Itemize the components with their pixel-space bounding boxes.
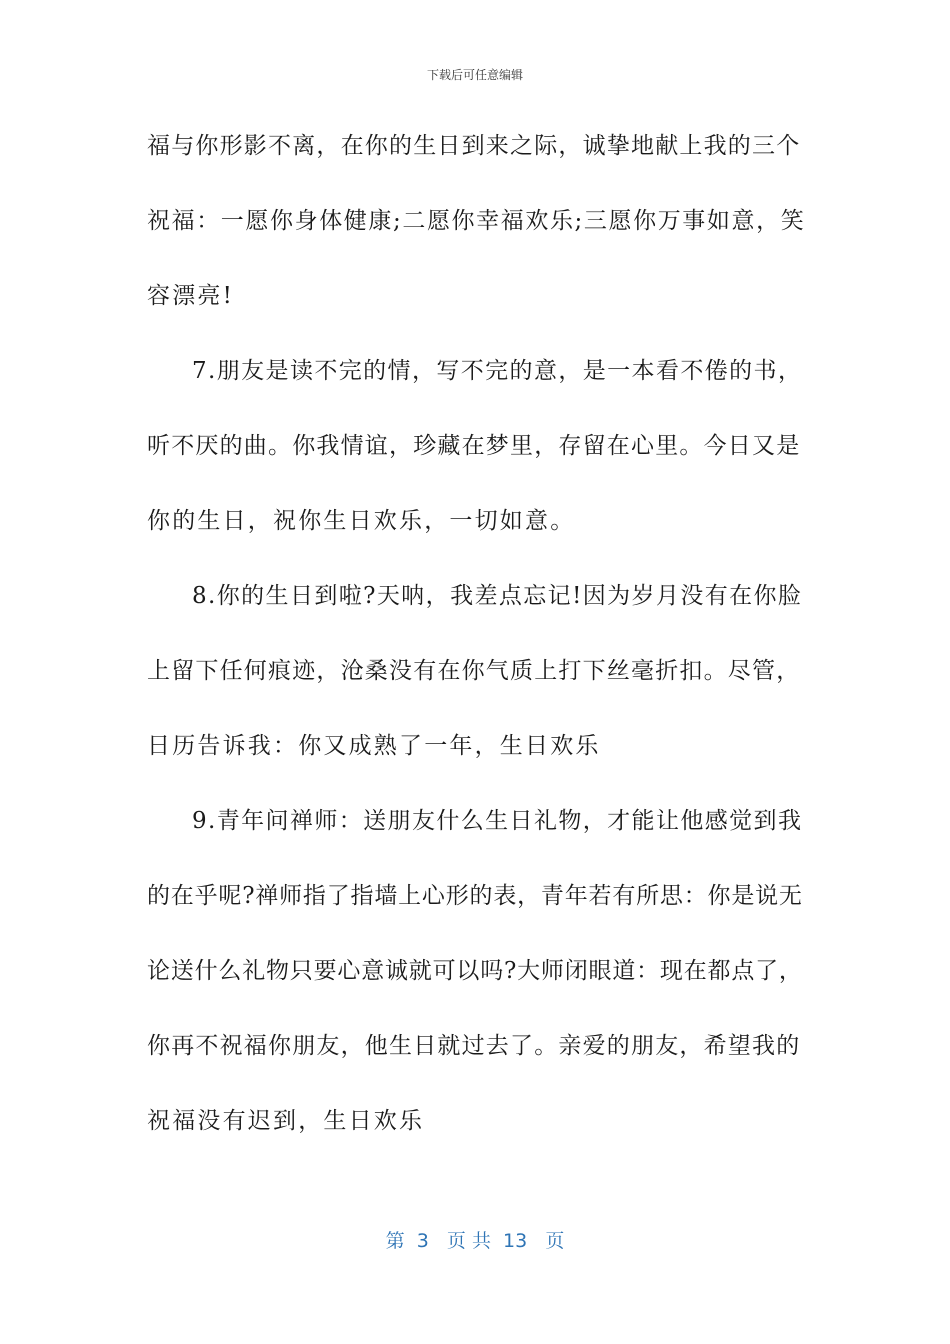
text-line: 容漂亮! — [147, 283, 235, 309]
text-line: 论送什么礼物只要心意诚就可以吗?大师闭眼道：现在都点了， — [147, 958, 803, 984]
text-line: 日历告诉我：你又成熟了一年，生日欢乐 — [147, 733, 601, 759]
page-number-footer: 第 3 页 共 13 页 — [385, 1230, 565, 1252]
text-line: 9.青年问禅师：送朋友什么生日礼物，才能让他感觉到我 — [192, 808, 803, 834]
text-line: 8.你的生日到啦?天呐，我差点忘记!因为岁月没有在你脸 — [192, 583, 803, 609]
text-line: 的在乎呢?禅师指了指墙上心形的表，青年若有所思：你是说无 — [147, 883, 803, 909]
text-line: 祝福：一愿你身体健康;二愿你幸福欢乐;三愿你万事如意，笑 — [147, 208, 806, 234]
text-line: 祝福没有迟到，生日欢乐 — [147, 1108, 425, 1134]
text-line: 你的生日，祝你生日欢乐，一切如意。 — [147, 508, 576, 534]
text-line: 听不厌的曲。你我情谊，珍藏在梦里，存留在心里。今日又是 — [147, 433, 801, 459]
text-line: 7.朋友是读不完的情，写不完的意，是一本看不倦的书， — [192, 358, 803, 384]
text-line: 上留下任何痕迹，沧桑没有在你气质上打下丝毫折扣。尽管， — [147, 658, 801, 684]
text-line: 福与你形影不离，在你的生日到来之际，诚挚地献上我的三个 — [147, 133, 801, 159]
page-header: 下载后可任意编辑 — [426, 68, 523, 82]
text-line: 你再不祝福你朋友，他生日就过去了。亲爱的朋友，希望我的 — [147, 1033, 801, 1059]
